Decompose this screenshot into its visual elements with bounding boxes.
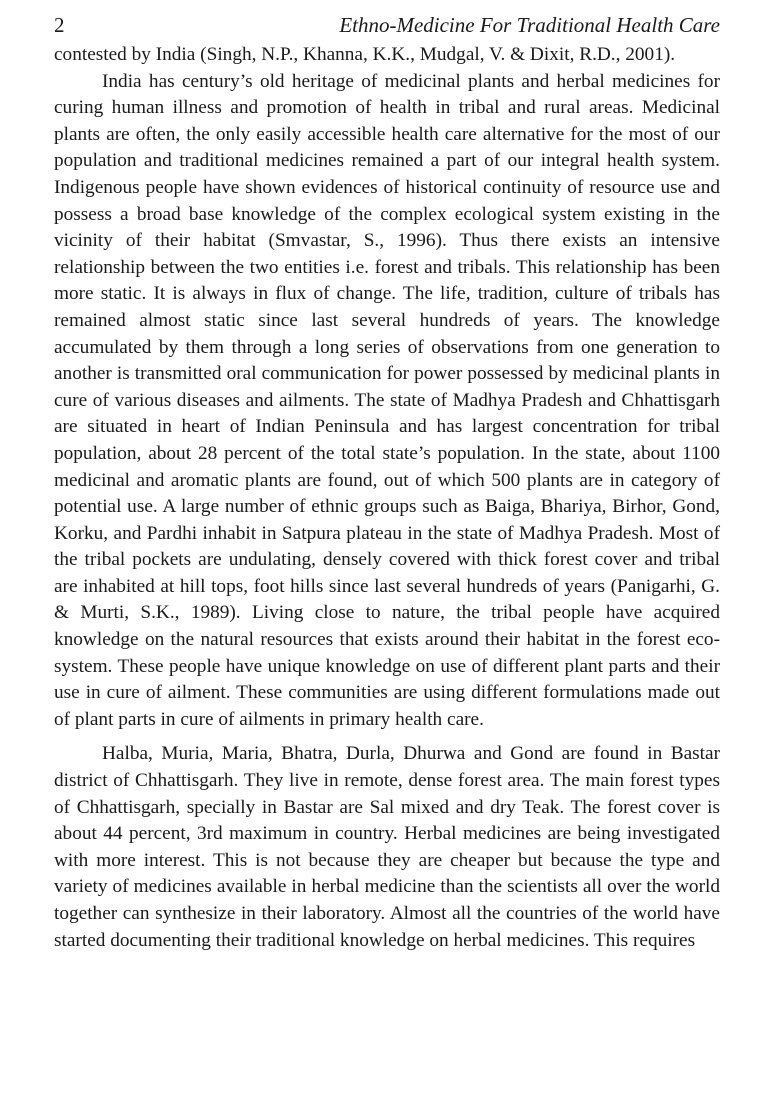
running-header xyxy=(54,8,720,42)
book-title: Ethno-Medicine For Traditional Health Care xyxy=(339,13,720,37)
paragraph-bastar-tribes: Halba, Muria, Maria, Bhatra, Durla, Dhurwa and Gond are found in Bastar district of Chhattisgarh. They live in remote, dense forest area. The main forest types of Chhattisgarh, specially in Bastar are Sal mixed and dry Teak. The forest cover is about 44 percent, 3rd maximum in country. Herbal medicines are being investigated with more interest. This is not because they are cheaper but because the type and variety of medicines available in herbal medicine than the scientists all over the world together can synthesize in their laboratory. Almost all the countries of the world have started documenting their traditional knowledge on herbal medicines. This requires xyxy=(54,743,720,951)
paragraph-medicinal-heritage: India has century’s old heritage of medicinal plants and herbal medicines for curing human illness and promotion of health in tribal and rural areas. Medicinal plants are often, the only easily accessible health care alternative for the most of our population and traditional medicines remained a part of our integral health system. Indigenous people have shown evidences of historical continuity of resource use and possess a broad base knowledge of the complex ecological system existing in the vicinity of their habitat (Smvastar, S., 1996). Thus there exists an intensive relationship between the two entities i.e. forest and tribals. This relationship has been more static. It is always in flux of change. The life, tradition, culture of tribals has remained almost static since last several hundreds of years. The knowledge accumulated by them through a long series of observations from one generation to another is transmitted oral communication for power possessed by medicinal plants in cure of various diseases and ailments. The state of Madhya Pradesh and Chhattisgarh are situated in heart of Indian Peninsula and has largest concentration for tribal population, about 28 percent of the total state’s population. In the state, about 1100 medicinal and aromatic plants are found, out of which 500 plants are in category of potential use. A large number of ethnic groups such as Baiga, Bhariya, Birhor, Gond, Korku, and Pardhi inhabit in Satpura plateau in the state of Madhya Pradesh. Most of the tribal pockets are undulating, densely covered with thick forest cover and tribal are inhabited at hill tops, foot hills since last several hundreds of years (Panigarhi, G. & Murti, S.K., 1989). Living close to nature, the tribal people have acquired knowledge on the natural resources that exists around their habitat in the forest eco-system. These people have unique knowledge on use of different plant parts and their use in cure of ailment. These communities are using different formulations made out of plant parts in cure of ailments in primary health care. xyxy=(54,70,720,730)
body-text xyxy=(54,42,720,954)
page-number: 2 xyxy=(54,13,65,37)
book-page xyxy=(54,8,720,954)
paragraph-continued: contested by India (Singh, N.P., Khanna, K.K., Mudgal, V. & Dixit, R.D., 2001). xyxy=(54,44,676,65)
